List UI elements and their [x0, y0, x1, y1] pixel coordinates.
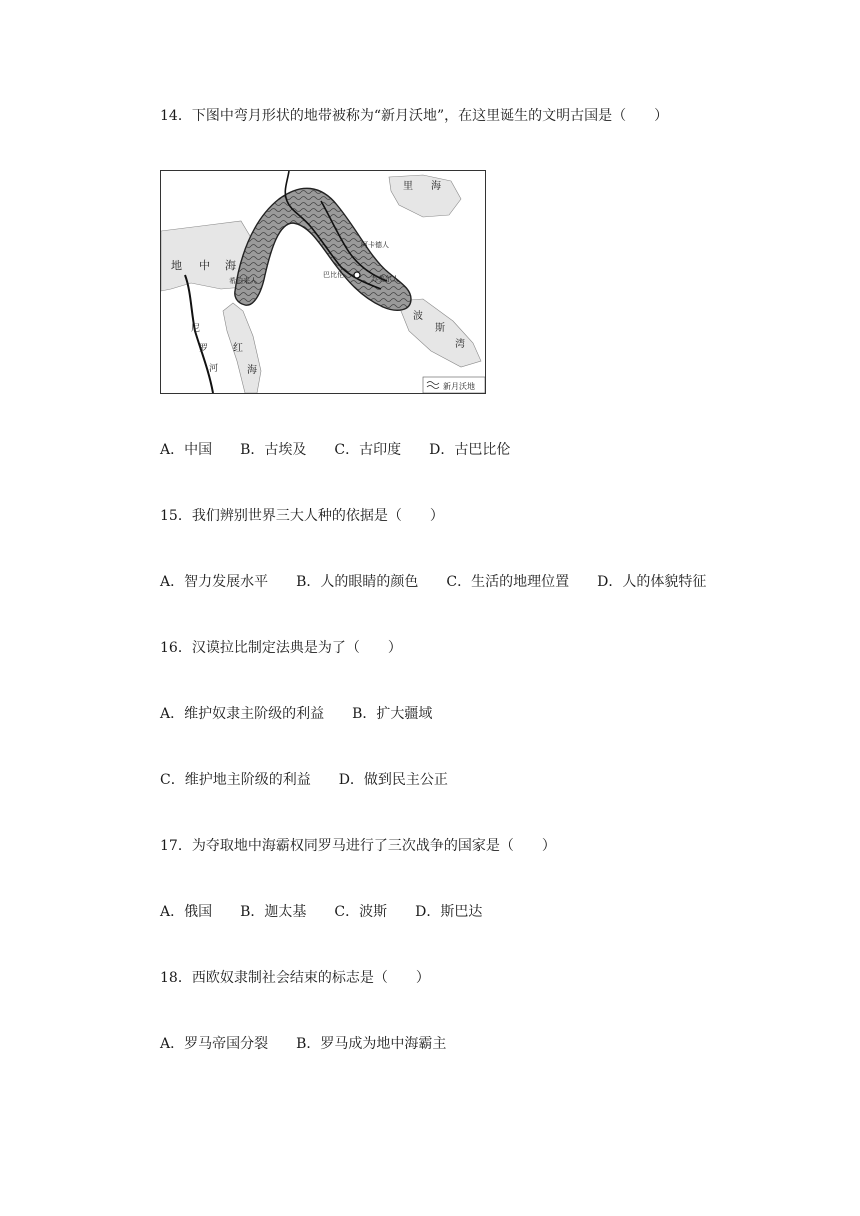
question-16-options-line1: A．维护奴隶主阶级的利益 B．扩大疆域: [160, 706, 433, 722]
nile-label-3: 河: [209, 364, 219, 374]
question-14-stem: 14．下图中弯月形状的地带被称为“新月沃地”，在这里诞生的文明古国是（ ）: [160, 108, 669, 124]
caspian-label-1: 里: [403, 181, 413, 192]
question-16-stem: 16．汉谟拉比制定法典是为了（ ）: [160, 640, 402, 656]
question-14-options: A．中国 B．古埃及 C．古印度 D．古巴比伦: [160, 442, 511, 458]
mediterranean-label-1: 地: [171, 259, 182, 272]
caspian-label-2: 海: [431, 181, 441, 192]
question-18-stem: 18．西欧奴隶制社会结束的标志是（ ）: [160, 970, 430, 986]
question-15-options: A．智力发展水平 B．人的眼睛的颜色 C．生活的地理位置 D．人的体貌特征: [160, 574, 707, 590]
legend-label: 新月沃地: [443, 382, 475, 391]
red-sea-label-1: 红: [233, 343, 243, 354]
babylon-label: 巴比伦: [323, 271, 344, 279]
map-illustration: [161, 171, 485, 393]
persian-gulf-label-1: 波: [413, 311, 423, 322]
mediterranean-label-2: 中: [199, 259, 210, 272]
fertile-crescent-map: [160, 170, 486, 394]
red-sea-label-2: 海: [247, 365, 257, 376]
question-17-options: A．俄国 B．迦太基 C．波斯 D．斯巴达: [160, 904, 483, 920]
persian-gulf-label-3: 湾: [455, 339, 465, 350]
nile-label-1: 尼: [191, 324, 201, 334]
question-17-stem: 17．为夺取地中海霸权同罗马进行了三次战争的国家是（ ）: [160, 838, 556, 854]
question-16-options-line2: C．维护地主阶级的利益 D．做到民主公正: [160, 772, 448, 788]
question-15-stem: 15．我们辨别世界三大人种的依据是（ ）: [160, 508, 444, 524]
nile-label-2: 罗: [199, 344, 209, 354]
hebrew-label: 希伯来人: [229, 277, 257, 285]
persian-gulf-label-2: 斯: [435, 323, 445, 334]
akkadian-label: 阿卡德人: [361, 241, 389, 249]
mediterranean-label-3: 海: [225, 259, 236, 272]
question-18-options: A．罗马帝国分裂 B．罗马成为地中海霸主: [160, 1036, 447, 1052]
babylon-marker: [354, 272, 360, 278]
sumerian-label: 苏美尔人: [371, 275, 399, 283]
